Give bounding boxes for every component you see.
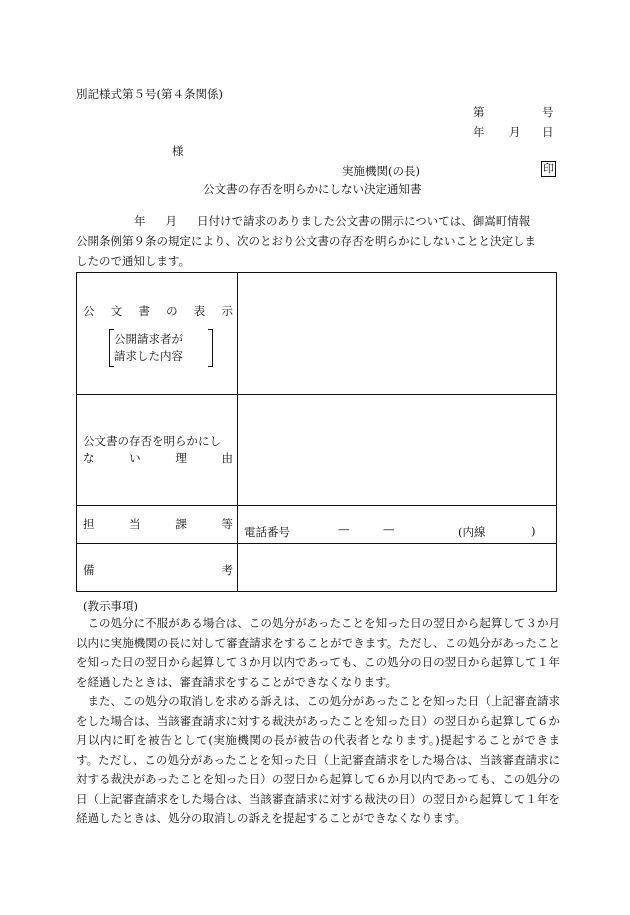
- field-document-description[interactable]: [238, 273, 557, 395]
- extension-label: (内線: [458, 525, 486, 539]
- intro-line-3: したので通知します。: [76, 254, 191, 268]
- intro-line-2: 公開条例第９条の規定により、次のとおり公文書の存否を明らかにしないことと決定しま: [76, 234, 536, 248]
- date-month: 月: [509, 125, 521, 139]
- phone-label: 電話番号: [244, 525, 290, 539]
- label-document-description: [77, 273, 238, 395]
- row-document-description: [77, 273, 557, 395]
- addressee-honorific: 様: [172, 144, 184, 158]
- extension-close: ): [531, 524, 536, 538]
- instructions-paragraph-2: また、この処分の取消しを求める訴えは、この処分があったことを知った日（上記審査請求をした場合は、当該審査請求に対する裁決があったことを知った日）の翌日から起算して６か月以内に町を被告として(実施機関の長が被告の代表者となります。)提起することができます。ただし、この処分があったことを知った日（上記審査請求をした場合は、当該審査請求に対する裁決があったことを知った日）の翌日から起算して６か月以内であっても、この処分の日（上記審査請求をした場合は、当該審査請求に対する裁決の日）の翌日から起算して１年を経過したときは、処分の取消しの訴えを提起することができなくなります。: [76, 694, 560, 825]
- instructions-body: [76, 614, 560, 829]
- phone-dash-1: —: [338, 522, 350, 536]
- intro-year: 年: [134, 214, 146, 228]
- implementing-agency: 実施機関(の長): [342, 164, 420, 178]
- date-year: 年: [473, 125, 485, 139]
- form-label: 別記様式第５号(第４条関係): [76, 87, 223, 101]
- requested-content-note: 公開請求者が 請求した内容: [109, 329, 213, 367]
- label-remarks: 備 考: [77, 544, 238, 592]
- field-department[interactable]: [238, 506, 557, 544]
- row-department: [77, 506, 557, 544]
- label-reason: [77, 395, 238, 506]
- date-day: 日: [542, 125, 554, 139]
- field-reason[interactable]: [238, 395, 557, 506]
- row-remarks: [77, 544, 557, 592]
- notice-table: [76, 272, 557, 592]
- seal-mark: 印: [543, 162, 554, 175]
- field-remarks[interactable]: [238, 544, 557, 592]
- document-title: 公文書の存否を明らかにしない決定通知書: [203, 182, 422, 196]
- number-go: 号: [542, 105, 554, 119]
- reason-line-1: 公文書の存否を明らかにし: [83, 434, 221, 448]
- reason-line-2: な い 理 由: [83, 451, 233, 465]
- intro-month: 月: [165, 214, 177, 228]
- label-chars: 公 文 書 の 表 示: [83, 304, 233, 318]
- intro-line-1-text: 日付けで請求のありました公文書の開示については、御嵩町情報: [197, 214, 531, 228]
- label-department: 担 当 課 等: [77, 506, 238, 544]
- number-dai: 第: [473, 105, 485, 119]
- intro-paragraph: [76, 211, 560, 271]
- instructions-heading: (教示事項): [83, 599, 138, 613]
- intro-line-1: [76, 211, 560, 231]
- phone-dash-2: —: [383, 522, 395, 536]
- row-reason: [77, 395, 557, 506]
- instructions-paragraph-1: この処分に不服がある場合は、この処分があったことを知った日の翌日から起算して３か月以内に実施機関の長に対して審査請求をすることができます。ただし、この処分があったことを知った日の翌日から起算して３か月以内であっても、この処分の日の翌日から起算して１年を経過したときは、審査請求をすることができなくなります。: [76, 616, 560, 689]
